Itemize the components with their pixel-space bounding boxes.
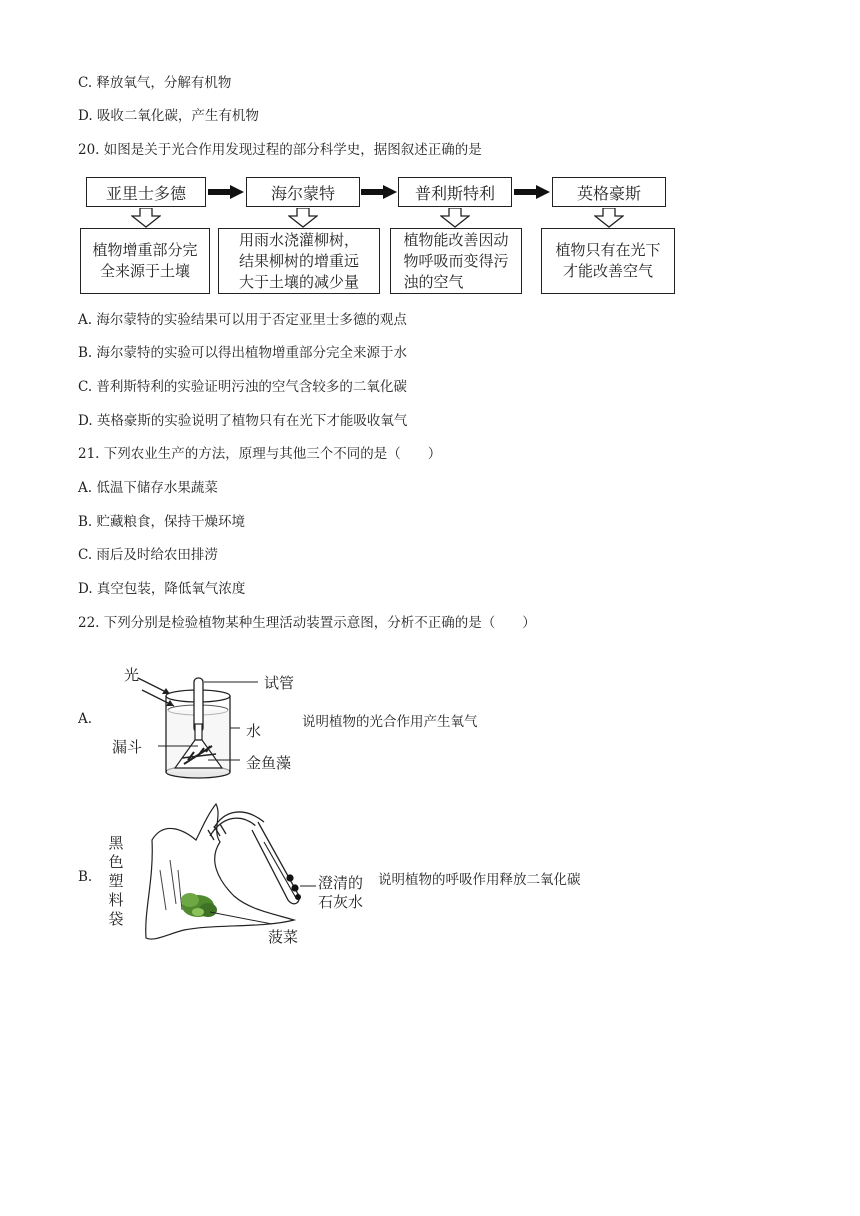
bag-char: 黑 [108,834,124,852]
label-test-tube: 试管 [264,674,295,692]
flow-desc-priestley [390,228,522,294]
desc-line: 用雨水浇灌柳树， [238,230,359,249]
desc-line: 浊的空气 [403,272,464,291]
bag-char: 袋 [108,910,124,928]
down-arrow-icon [440,208,470,228]
q20-option-d: D. 英格豪斯的实验说明了植物只有在光下才能吸收氧气 [78,413,408,429]
down-arrow-icon [594,208,624,228]
q22-option-b-letter: B. [78,869,93,885]
desc-line: 全来源于土壤 [99,262,190,280]
bag-char: 塑 [108,872,124,890]
desc-line: 大于土壤的减少量 [238,272,359,291]
down-arrow-icon [131,208,161,228]
flow-name-aristotle: 亚里士多德 [86,177,206,207]
flow-name-priestley: 普利斯特利 [398,177,512,207]
limewater-line: 石灰水 [318,893,364,911]
q20-stem: 20. 如图是关于光合作用发现过程的部分科学史，据图叙述正确的是 [78,142,482,158]
flow-name-ingenhousz: 英格豪斯 [552,177,666,207]
desc-line: 植物只有在光下 [555,241,661,259]
label-limewater [318,874,363,912]
bag-char: 色 [108,853,124,871]
down-arrow-icon [288,208,318,228]
q21-option-c: C. 雨后及时给农田排涝 [78,547,218,563]
right-arrow-icon [208,185,244,199]
desc-line: 植物增重部分完 [92,241,198,259]
q22-stem: 22. 下列分别是检验植物某种生理活动装置示意图，分析不正确的是（ ） [78,615,536,631]
q22-option-a-desc: 说明植物的光合作用产生氧气 [302,714,478,730]
label-light: 光 [124,666,140,684]
label-funnel: 漏斗 [112,738,143,756]
label-water: 水 [246,722,262,740]
flow-desc-helmont [218,228,380,294]
q20-option-c: C. 普利斯特利的实验证明污浊的空气含较多的二氧化碳 [78,379,407,395]
desc-line: 才能改善空气 [562,262,653,280]
desc-line: 植物能改善因动 [403,230,509,249]
flow-desc-aristotle [80,228,210,294]
q19-option-c: C. 释放氧气，分解有机物 [78,75,232,91]
desc-line: 结果柳树的增重远 [238,251,359,270]
label-black-plastic-bag [106,834,126,929]
q20-option-a: A. 海尔蒙特的实验结果可以用于否定亚里士多德的观点 [78,312,407,328]
q22-option-a-letter: A. [78,711,93,727]
limewater-line: 澄清的 [318,874,364,892]
q20-option-b: B. 海尔蒙特的实验可以得出植物增重部分完全来源于水 [78,345,408,361]
q21-stem: 21. 下列农业生产的方法，原理与其他三个不同的是（ ） [78,446,442,462]
right-arrow-icon [514,185,550,199]
q21-option-d: D. 真空包装，降低氧气浓度 [78,581,246,597]
right-arrow-icon [361,185,397,199]
label-hornwort: 金鱼藻 [246,754,292,772]
flow-name-helmont: 海尔蒙特 [246,177,360,207]
q19-option-d: D. 吸收二氧化碳，产生有机物 [78,108,259,124]
q22-option-b-desc: 说明植物的呼吸作用释放二氧化碳 [378,872,581,888]
respiration-apparatus-figure [124,800,324,945]
flow-desc-ingenhousz [541,228,675,294]
bag-char: 料 [108,891,124,909]
desc-line: 物呼吸而变得污 [403,251,509,270]
q21-option-a: A. 低温下储存水果蔬菜 [78,480,218,496]
q21-option-b: B. 贮藏粮食，保持干燥环境 [78,514,246,530]
label-spinach: 菠菜 [268,928,299,946]
